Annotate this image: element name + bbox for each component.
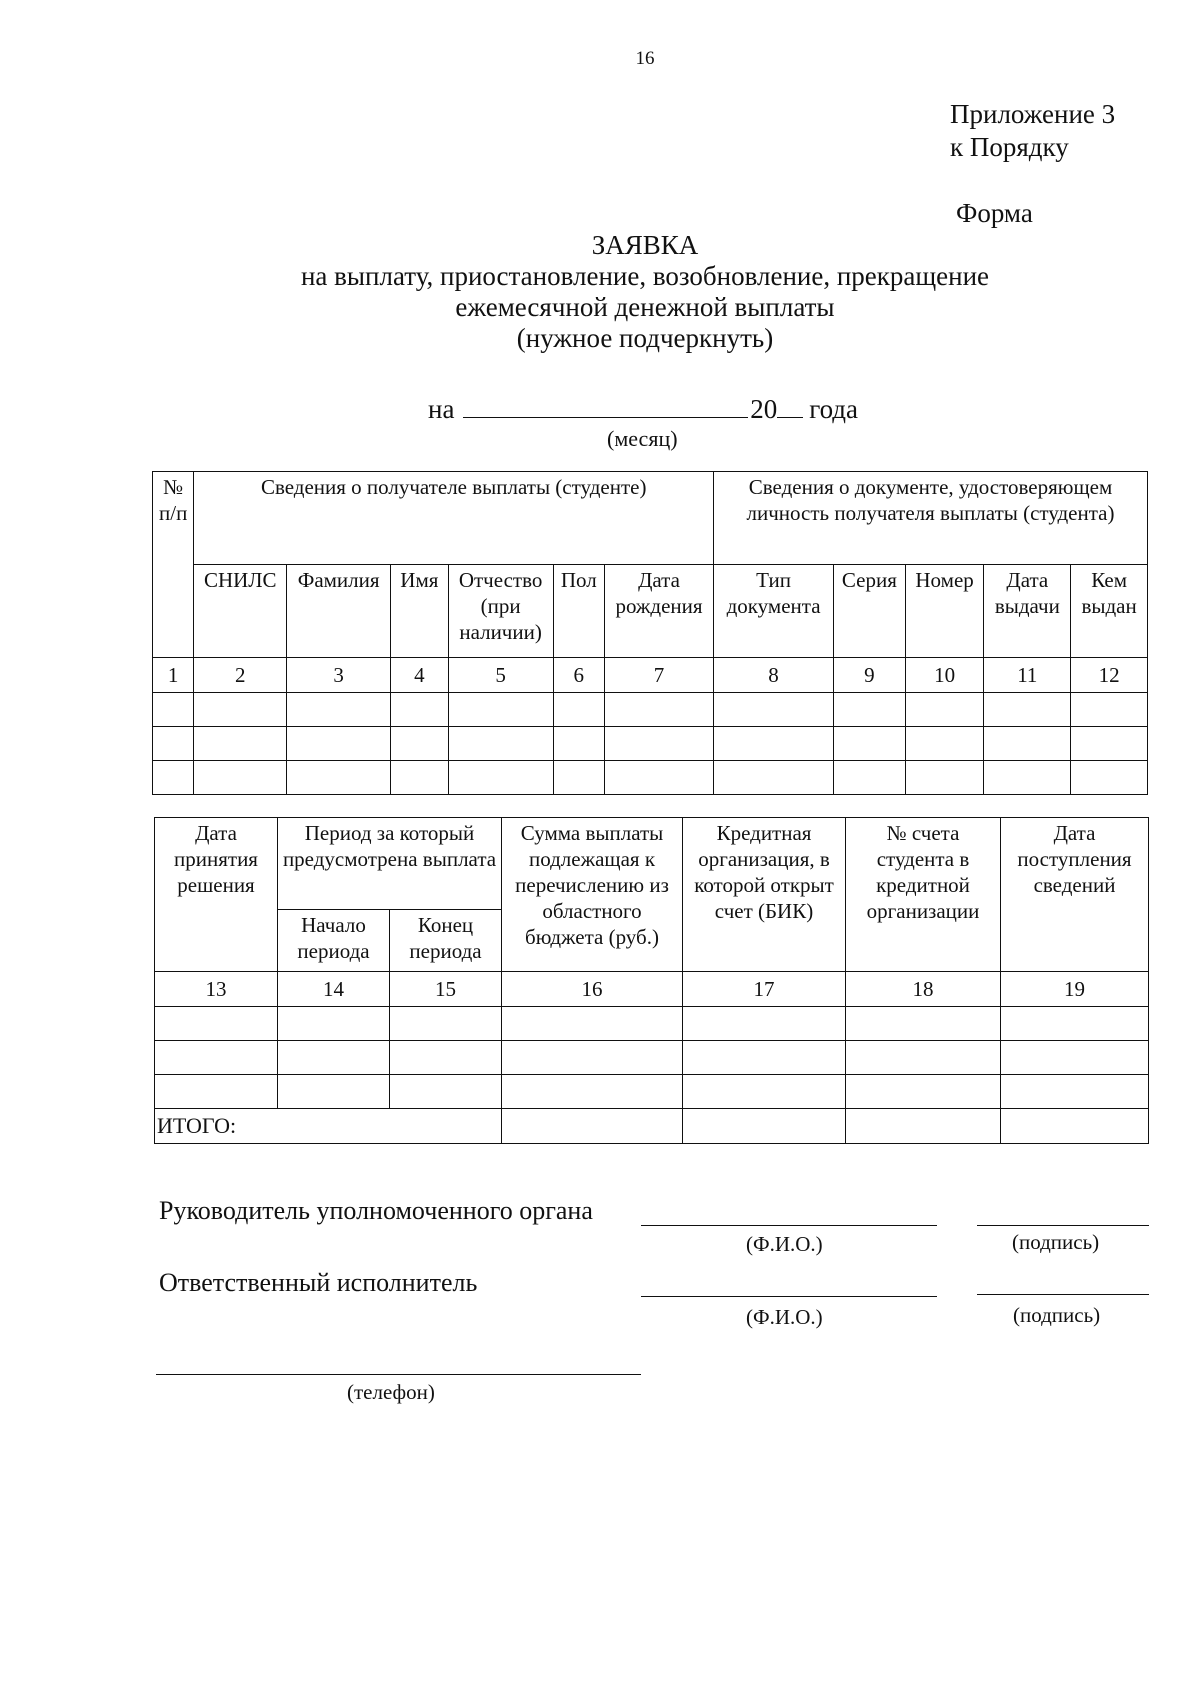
table-cell[interactable] [714,727,834,761]
col-num-11: 11 [984,658,1071,693]
table-cell[interactable] [287,761,391,795]
table-cell[interactable] [278,1041,390,1075]
header-surname: Фамилия [287,565,391,658]
table-cell[interactable] [553,693,604,727]
month-hint: (месяц) [607,426,678,451]
period-line [428,394,858,425]
recipient-group-header: Сведения о получателе выплаты (студенте) [194,472,714,565]
col-num-7: 7 [605,658,714,693]
table-row [153,693,1148,727]
appendix-line-1: Приложение 3 [950,99,1116,129]
phone-line[interactable] [156,1374,641,1375]
table-cell[interactable] [984,727,1071,761]
total-label: ИТОГО: [155,1109,502,1144]
table-cell[interactable] [153,761,194,795]
table-cell[interactable] [155,1075,278,1109]
header-doc-series: Серия [834,565,906,658]
executor-signature-hint: (подпись) [1013,1303,1101,1327]
table-cell[interactable] [287,693,391,727]
header-snils: СНИЛС [194,565,287,658]
table-cell[interactable] [834,761,906,795]
table-cell[interactable] [683,1109,846,1144]
table-cell[interactable] [1001,1041,1149,1075]
table-cell[interactable] [448,693,553,727]
header-period: Период за который предусмотрена выплата [278,818,502,910]
table-cell[interactable] [984,693,1071,727]
col-num-8: 8 [714,658,834,693]
col-num-13: 13 [155,972,278,1007]
table-cell[interactable] [683,1007,846,1041]
col-num-12: 12 [1071,658,1148,693]
document-group-header: Сведения о документе, удостоверяющем личность получателя выплаты (студента) [714,472,1148,565]
table-cell[interactable] [194,693,287,727]
table-cell[interactable] [391,693,449,727]
table-cell[interactable] [1071,693,1148,727]
table-cell[interactable] [683,1075,846,1109]
header-name: Имя [391,565,449,658]
table-cell[interactable] [278,1007,390,1041]
header-period-end: Конец периода [390,910,502,972]
table-cell[interactable] [905,761,984,795]
col-num-18: 18 [846,972,1001,1007]
document-title [0,230,1200,354]
col-num-6: 6 [553,658,604,693]
header-decision-date: Дата принятия решения [155,818,278,972]
appendix-line-2: к Порядку [950,132,1069,162]
col-number-header: № п/п [153,472,194,658]
table-cell[interactable] [1071,761,1148,795]
executor-label: Ответственный исполнитель [159,1268,478,1297]
table-cell[interactable] [502,1075,683,1109]
head-signature-hint: (подпись) [1012,1230,1100,1254]
table-cell[interactable] [846,1109,1001,1144]
table-cell[interactable] [1001,1075,1149,1109]
col-num-3: 3 [287,658,391,693]
executor-fio-line[interactable] [641,1296,937,1297]
table-row [153,761,1148,795]
table-row [155,1007,1149,1041]
header-patronymic: Отчество (при наличии) [448,565,553,658]
table-cell[interactable] [194,761,287,795]
recipients-table [152,471,1148,795]
title-line-1: на выплату, приостановление, возобновление, прекращение [300,261,990,291]
table-cell[interactable] [155,1041,278,1075]
table-cell[interactable] [1001,1109,1149,1144]
month-blank[interactable] [463,397,748,418]
table-cell[interactable] [448,727,553,761]
table-cell[interactable] [605,761,714,795]
table-cell[interactable] [714,693,834,727]
table-cell[interactable] [834,693,906,727]
table-cell[interactable] [502,1041,683,1075]
title-heading: ЗАЯВКА [591,230,699,260]
phone-hint: (телефон) [347,1380,435,1404]
table-cell[interactable] [287,727,391,761]
col-num-17: 17 [683,972,846,1007]
header-received-date: Дата поступления сведений [1001,818,1149,972]
table-cell[interactable] [153,727,194,761]
table-cell[interactable] [834,727,906,761]
header-account: № счета студента в кредитной организации [846,818,1001,972]
table-cell[interactable] [448,761,553,795]
col-num-10: 10 [905,658,984,693]
col-num-15: 15 [390,972,502,1007]
executor-signature-line[interactable] [977,1294,1149,1295]
table-cell[interactable] [153,693,194,727]
table-row [153,727,1148,761]
table-cell[interactable] [391,761,449,795]
head-fio-line[interactable] [641,1225,937,1226]
col-num-2: 2 [194,658,287,693]
table-cell[interactable] [846,1007,1001,1041]
col-num-5: 5 [448,658,553,693]
total-row [155,1109,1149,1144]
table-cell[interactable] [194,727,287,761]
table-cell[interactable] [553,761,604,795]
table-row [155,1075,1149,1109]
table-cell[interactable] [984,761,1071,795]
col-num-16: 16 [502,972,683,1007]
page-number: 16 [635,48,655,69]
header-sex: Пол [553,565,604,658]
col-num-14: 14 [278,972,390,1007]
table-cell[interactable] [683,1041,846,1075]
col-num-4: 4 [391,658,449,693]
appendix-note [950,98,1115,164]
header-birth-date: Дата рождения [605,565,714,658]
header-issued-by: Кем выдан [1071,565,1148,658]
payments-table [154,817,1149,1144]
table-cell[interactable] [714,761,834,795]
table-row [155,1041,1149,1075]
table-cell[interactable] [846,1075,1001,1109]
col-num-1: 1 [153,658,194,693]
table-cell[interactable] [278,1075,390,1109]
table-cell[interactable] [390,1007,502,1041]
header-bank: Кредитная организация, в которой открыт счет (БИК) [683,818,846,972]
header-doc-type: Тип документа [714,565,834,658]
table-cell[interactable] [1071,727,1148,761]
form-label: Форма [956,198,1033,228]
table-cell[interactable] [390,1075,502,1109]
header-amount: Сумма выплаты подлежащая к перечислению из областного бюджета (руб.) [502,818,683,972]
year-prefix: 20 [750,394,778,424]
executor-fio-hint: (Ф.И.О.) [746,1305,823,1329]
title-line-2: ежемесячной денежной выплаты [455,292,835,322]
table-cell[interactable] [605,727,714,761]
title-line-3: (нужное подчеркнуть) [516,323,774,353]
table-cell[interactable] [846,1041,1001,1075]
header-doc-number: Номер [905,565,984,658]
head-label: Руководитель уполномоченного органа [159,1196,593,1225]
table-cell[interactable] [605,693,714,727]
period-prefix: на [428,394,455,424]
total-amount-cell[interactable] [502,1109,683,1144]
table-cell[interactable] [391,727,449,761]
head-fio-hint: (Ф.И.О.) [746,1232,823,1256]
year-blank[interactable] [777,397,803,418]
col-num-19: 19 [1001,972,1149,1007]
header-period-start: Начало периода [278,910,390,972]
table-cell[interactable] [390,1041,502,1075]
table-cell[interactable] [155,1007,278,1041]
col-num-9: 9 [834,658,906,693]
table-cell[interactable] [905,693,984,727]
table-cell[interactable] [553,727,604,761]
table-cell[interactable] [502,1007,683,1041]
period-suffix: года [809,394,859,424]
table-cell[interactable] [1001,1007,1149,1041]
head-signature-line[interactable] [977,1225,1149,1226]
header-issue-date: Дата выдачи [984,565,1071,658]
table-cell[interactable] [905,727,984,761]
